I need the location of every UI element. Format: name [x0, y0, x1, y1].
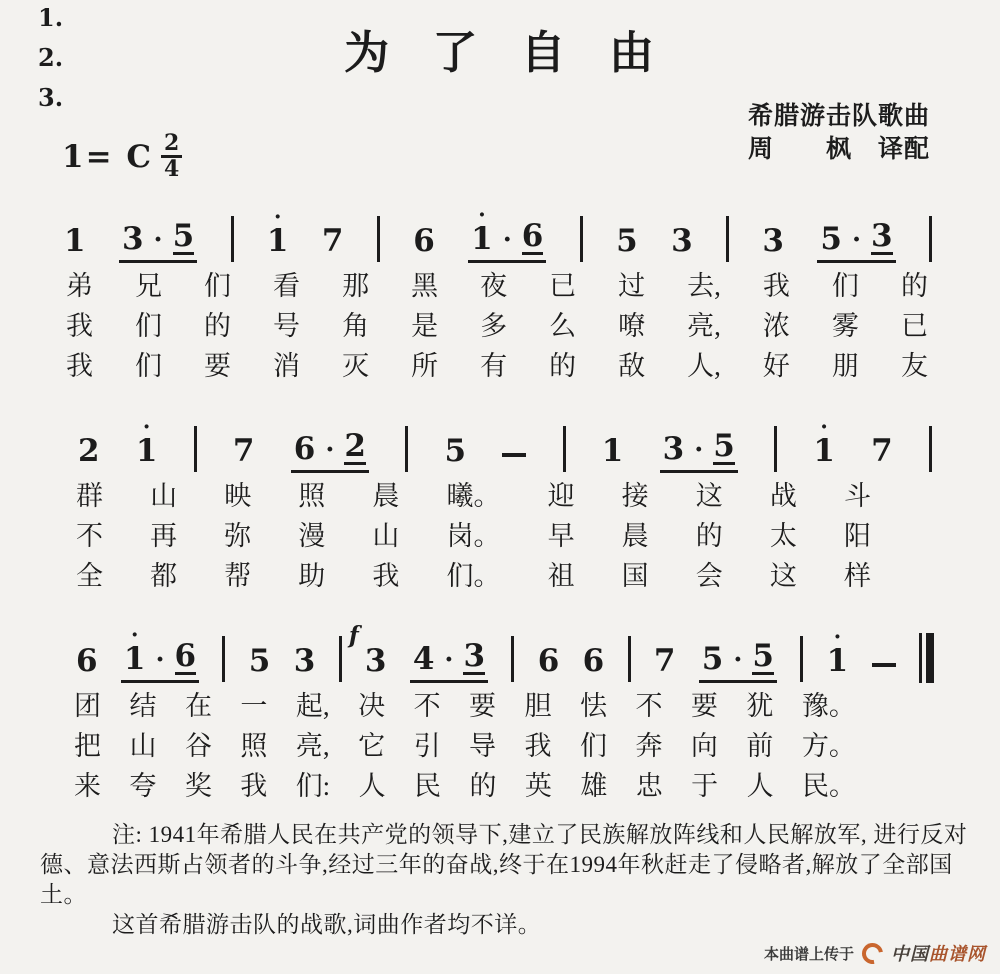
lyric-syllable: 角 — [342, 311, 370, 341]
note-value: 7 — [653, 643, 676, 679]
lyric-syllable: 照 — [298, 481, 326, 511]
octave-dot: · — [478, 202, 486, 228]
lyric-syllable: 斗 — [843, 481, 871, 511]
lyric-syllable: 晨 — [372, 481, 400, 511]
lyric-syllable: 来 — [74, 771, 101, 801]
lyric-syllable: 奔 — [635, 731, 663, 761]
lyric-syllable: 民 — [414, 771, 442, 801]
lyric-syllable: 亮, — [295, 731, 330, 761]
lyric-row — [76, 558, 871, 594]
note-group — [121, 622, 199, 683]
credit-translator: 周 枫 译配 — [747, 136, 930, 163]
footnote-line: 注: 1941年希腊人民在共产党的领导下,建立了民族解放阵线和人民解放军, 进行反对 — [112, 822, 968, 847]
lyric-syllable: 豫。 — [801, 691, 856, 721]
lyric-syllable: 不 — [413, 691, 441, 721]
note-value: 3 — [463, 638, 486, 674]
lyric-syllable: 导 — [469, 731, 497, 761]
lyric-syllable: 映 — [224, 481, 252, 511]
note-group — [291, 430, 369, 473]
watermark — [764, 940, 986, 966]
lyric-syllable: 团 — [74, 691, 101, 721]
music-line-2 — [78, 415, 932, 473]
note — [444, 435, 466, 473]
watermark-prefix: 本曲谱上传于 — [763, 945, 854, 963]
lyric-syllable: 它 — [358, 731, 386, 761]
note — [348, 622, 387, 683]
barline — [929, 216, 932, 262]
lyric-syllable: 们: — [295, 771, 331, 801]
lyric-syllable: 民。 — [802, 771, 856, 801]
lyric-syllable: 战 — [769, 481, 797, 511]
lyric-syllable: 谷 — [184, 731, 212, 761]
octave-dot: · — [820, 414, 828, 440]
lyric-syllable: 都 — [150, 561, 178, 591]
barline — [231, 216, 234, 262]
lyric-syllable: 那 — [342, 271, 370, 301]
lyric-syllable: 接 — [621, 481, 649, 511]
lyric-syllable: 雾 — [831, 311, 859, 341]
barline — [511, 636, 514, 682]
final-thick-line — [926, 633, 934, 683]
note-value: 1 — [601, 433, 624, 469]
lyric-syllable: 国 — [621, 561, 649, 591]
note-value: 6 — [293, 431, 316, 467]
lyric-syllable: 把 — [74, 731, 101, 761]
lyric-syllable: 英 — [524, 771, 552, 801]
note-value: 5 — [616, 223, 638, 259]
lyric-syllable: 好 — [762, 351, 790, 381]
lyric-syllable: 人 — [358, 771, 386, 801]
credits-block — [748, 100, 930, 166]
note-value: 5 — [820, 221, 842, 257]
lyric-syllable: 祖 — [547, 561, 575, 591]
dot-separator: · — [733, 645, 743, 675]
note — [762, 225, 784, 263]
lyric-syllable: 我 — [66, 311, 93, 341]
lyric-syllable: 要 — [469, 691, 497, 721]
note-value: 1 · — [471, 202, 493, 257]
lyric-syllable: 看 — [273, 271, 301, 301]
verse-number: 1. — [38, 3, 64, 32]
lyric-syllable: 们 — [135, 311, 163, 341]
note-value: 5 — [444, 433, 467, 469]
lyric-syllable: 人, — [687, 351, 721, 381]
lyric-syllable: 向 — [690, 731, 718, 761]
final-barline — [919, 633, 934, 683]
note-value: 5 — [172, 218, 195, 254]
music-line-1 — [64, 202, 932, 263]
barline — [222, 636, 225, 682]
octave-dot: · — [142, 414, 151, 440]
note — [266, 204, 289, 263]
note-value: 1 — [64, 223, 86, 259]
note — [813, 414, 835, 473]
note — [826, 624, 849, 683]
note — [671, 225, 693, 263]
note-value: 3 — [871, 218, 893, 254]
lyric-syllable: 我 — [66, 351, 93, 381]
dash-note — [872, 663, 896, 667]
lyric-syllable: 再 — [150, 521, 178, 551]
note-value: 5 — [752, 638, 774, 674]
note — [871, 435, 893, 473]
lyric-syllable: 样 — [843, 561, 871, 591]
footnote-line: 土。 — [40, 882, 87, 907]
lyric-syllable: 不 — [76, 521, 103, 551]
lyric-syllable: 雄 — [580, 771, 608, 801]
site-name-secondary: 曲谱网 — [929, 944, 986, 964]
lyric-syllable: 敌 — [618, 351, 646, 381]
note-value: 7 — [321, 223, 344, 259]
lyric-syllable: 弥 — [224, 521, 252, 551]
lyric-syllable: 的 — [204, 311, 232, 341]
barline — [563, 426, 566, 472]
lyric-row — [76, 478, 871, 514]
lyric-syllable: 这 — [769, 561, 797, 591]
key-signature — [62, 130, 182, 182]
tonality-label: 1= C — [62, 138, 154, 175]
lyric-syllable: 们 — [579, 731, 607, 761]
time-signature-numerator: 2 — [161, 133, 182, 158]
lyric-syllable: 嘹 — [618, 311, 646, 341]
note — [78, 435, 100, 473]
site-logo-icon — [858, 938, 887, 967]
lyric-syllable: 有 — [480, 351, 508, 381]
note-value: 1 · — [123, 622, 146, 677]
lyric-syllable: 早 — [547, 521, 575, 551]
barline — [800, 636, 803, 682]
dot-separator: · — [444, 645, 454, 675]
lyric-syllable: 我 — [524, 731, 552, 761]
octave-dot: · — [130, 622, 139, 648]
verse-number: 3. — [38, 83, 64, 112]
lyric-syllable: 夜 — [480, 271, 508, 301]
lyric-syllable: 照 — [240, 731, 268, 761]
barline — [405, 426, 408, 472]
music-line-3 — [76, 622, 934, 683]
lyric-syllable: 们 — [831, 271, 859, 301]
lyric-syllable: 所 — [411, 351, 439, 381]
lyric-syllable: 前 — [746, 731, 774, 761]
lyric-syllable: 结 — [129, 691, 157, 721]
note-value: 3 — [662, 431, 685, 467]
note-value: 3 — [671, 223, 693, 259]
note-value: 6 — [537, 643, 560, 679]
lyric-syllable: 漫 — [298, 521, 326, 551]
lyric-row — [66, 348, 928, 384]
barline — [377, 216, 380, 262]
forte-mark: f — [348, 622, 359, 649]
lyric-syllable: 号 — [273, 311, 301, 341]
dot-separator: · — [153, 225, 163, 255]
note — [76, 645, 98, 683]
lyric-syllable: 朋 — [831, 351, 859, 381]
note-value: 6 — [76, 643, 98, 679]
note — [602, 435, 624, 473]
lyric-syllable: 岗。 — [446, 521, 501, 551]
dot-separator: · — [851, 225, 861, 255]
lyric-syllable: 在 — [184, 691, 212, 721]
lyric-syllable: 的 — [695, 521, 723, 551]
barline — [339, 636, 342, 682]
note — [249, 645, 271, 683]
note-value: 1 — [813, 433, 835, 469]
lyric-syllable: 群 — [76, 481, 103, 511]
lyric-syllable: 亮, — [687, 311, 721, 341]
barline — [628, 636, 631, 682]
lyric-syllable: 兄 — [135, 271, 163, 301]
lyric-syllable: 夸 — [129, 771, 157, 801]
song-title: 为 了 自 由 — [344, 28, 656, 78]
note-value: 2 — [78, 433, 100, 469]
note — [654, 645, 676, 683]
note — [64, 225, 86, 263]
note-value: 7 — [871, 433, 893, 469]
lyric-row — [66, 308, 928, 344]
barline — [929, 426, 932, 472]
note-value: 1 — [135, 433, 158, 469]
note-value: 6 — [521, 218, 544, 254]
lyric-syllable: 黑 — [411, 271, 439, 301]
note-value: 3 — [364, 643, 387, 679]
dash-note — [502, 453, 526, 457]
lyric-syllable: 要 — [690, 691, 718, 721]
lyric-syllable: 我 — [240, 771, 268, 801]
note-group — [119, 220, 197, 263]
lyric-syllable: 已 — [549, 271, 577, 301]
note-value: 6 — [413, 223, 435, 259]
lyric-syllable: 帮 — [224, 561, 252, 591]
lyric-syllable: 的 — [549, 351, 577, 381]
lyric-syllable: 过 — [618, 271, 646, 301]
note-value: 7 — [232, 433, 255, 469]
note-group — [699, 640, 777, 683]
note-value: 3 — [121, 221, 144, 257]
lyric-syllable: 阳 — [843, 521, 871, 551]
dot-separator: · — [502, 225, 512, 255]
note — [583, 645, 605, 683]
lyric-syllable: 决 — [358, 691, 386, 721]
lyric-syllable: 浓 — [762, 311, 790, 341]
lyric-syllable: 山 — [150, 481, 178, 511]
lyric-syllable: 是 — [411, 311, 439, 341]
lyric-syllable: 胆 — [524, 691, 552, 721]
note-value: 1 — [826, 643, 849, 679]
note-value: 5 — [713, 428, 735, 464]
lyric-syllable: 要 — [204, 351, 232, 381]
dot-separator: · — [155, 645, 165, 675]
lyric-syllable: 太 — [769, 521, 797, 551]
lyric-syllable: 消 — [273, 351, 301, 381]
lyric-syllable: 么 — [549, 311, 577, 341]
lyric-syllable: 已 — [900, 311, 928, 341]
note-value: 3 — [293, 643, 316, 679]
footnote — [40, 820, 968, 940]
note — [294, 645, 316, 683]
time-signature-denominator: 4 — [164, 156, 180, 182]
lyric-syllable: 弟 — [66, 271, 93, 301]
lyric-syllable: 奖 — [184, 771, 212, 801]
lyric-syllable: 去, — [687, 271, 721, 301]
note-group — [468, 202, 546, 263]
lyric-syllable: 一 — [240, 691, 268, 721]
note — [413, 225, 435, 263]
lyric-syllable: 怯 — [579, 691, 607, 721]
credit-source: 希腊游击队歌曲 — [747, 103, 930, 130]
lyric-row — [76, 518, 871, 554]
lyric-syllable: 山 — [129, 731, 157, 761]
note — [233, 435, 255, 473]
barline — [726, 216, 729, 262]
lyric-syllable: 全 — [76, 561, 103, 591]
note-value: 4 — [412, 641, 435, 677]
note — [616, 225, 638, 263]
lyric-syllable: 于 — [691, 771, 719, 801]
lyric-syllable: 会 — [695, 561, 723, 591]
lyric-syllable: 们 — [204, 271, 232, 301]
note-value: 5 — [248, 643, 271, 679]
time-signature — [161, 130, 182, 182]
barline — [194, 426, 197, 472]
note — [322, 225, 344, 263]
lyric-syllable: 迎 — [547, 481, 575, 511]
note-group — [660, 430, 738, 473]
lyric-row — [66, 268, 928, 304]
lyric-row — [74, 768, 856, 804]
lyric-syllable: 友 — [900, 351, 928, 381]
note — [135, 414, 158, 473]
dot-separator: · — [325, 435, 335, 465]
lyric-syllable: 曦。 — [446, 481, 501, 511]
lyric-syllable: 犹 — [746, 691, 774, 721]
lyric-syllable: 方。 — [801, 731, 856, 761]
site-name — [891, 940, 986, 966]
barline — [580, 216, 583, 262]
note-value: 3 — [762, 223, 784, 259]
lyric-syllable: 山 — [372, 521, 400, 551]
note-value: 1 — [266, 223, 289, 259]
final-thin-line — [919, 633, 922, 683]
verse-number: 2. — [38, 43, 64, 72]
note-value: 5 — [701, 641, 724, 677]
note-value: 6 — [174, 638, 197, 674]
lyric-syllable: 不 — [635, 691, 663, 721]
lyric-syllable: 们 — [135, 351, 163, 381]
lyric-syllable: 晨 — [621, 521, 649, 551]
note-group — [817, 220, 895, 263]
octave-dot: · — [833, 624, 842, 650]
octave-dot: · — [273, 204, 282, 230]
footnote-line: 德、意法西斯占领者的斗争,经过三年的奋战,终于在1994年秋赶走了侵略者,解放了全部国 — [40, 852, 953, 877]
note-value: 2 — [344, 428, 366, 464]
barline — [774, 426, 777, 472]
lyric-syllable: 我 — [372, 561, 400, 591]
lyric-syllable: 起, — [295, 691, 330, 721]
lyric-syllable: 多 — [480, 311, 508, 341]
lyric-row — [74, 688, 856, 724]
lyric-syllable: 我 — [762, 271, 790, 301]
note-value: 6 — [582, 643, 605, 679]
lyric-syllable: 的 — [900, 271, 928, 301]
lyric-syllable: 们。 — [446, 561, 501, 591]
lyric-syllable: 忠 — [635, 771, 663, 801]
lyric-row — [74, 728, 856, 764]
dot-separator: · — [694, 435, 704, 465]
lyric-syllable: 人 — [746, 771, 774, 801]
lyric-syllable: 灭 — [342, 351, 370, 381]
note-group — [410, 640, 488, 683]
note — [538, 645, 560, 683]
lyric-syllable: 的 — [469, 771, 497, 801]
site-name-primary: 中国 — [891, 944, 929, 964]
lyric-syllable: 这 — [695, 481, 723, 511]
lyric-syllable: 引 — [413, 731, 441, 761]
footnote-line: 这首希腊游击队的战歌,词曲作者均不详。 — [112, 912, 542, 937]
lyric-syllable: 助 — [298, 561, 326, 591]
